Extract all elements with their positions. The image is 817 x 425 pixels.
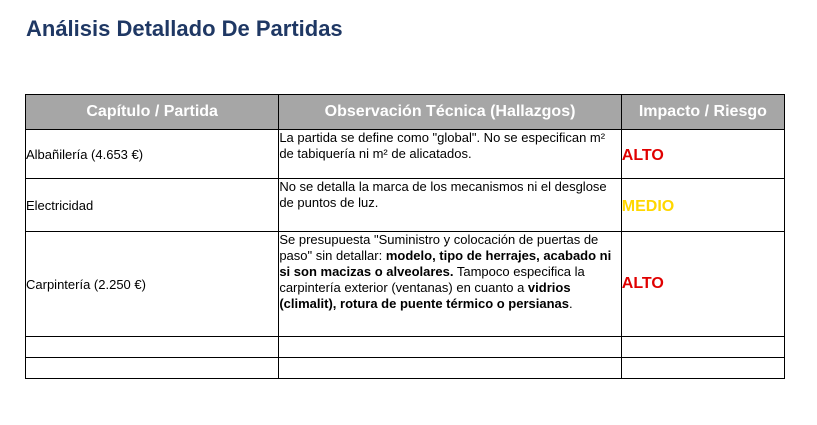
empty-cell <box>26 337 279 358</box>
table-row <box>26 130 785 179</box>
table-row-empty <box>26 337 785 358</box>
capitulo-cell: Albañilería (4.653 €) <box>26 130 279 179</box>
table-row <box>26 232 785 337</box>
page-title: Análisis Detallado De Partidas <box>26 16 343 41</box>
observacion-cell <box>279 179 621 232</box>
empty-cell <box>279 337 621 358</box>
table-header-row <box>26 95 785 130</box>
empty-cell <box>279 358 621 379</box>
empty-cell <box>621 337 784 358</box>
table-row <box>26 179 785 232</box>
impacto-cell <box>621 130 784 179</box>
table-row-empty <box>26 358 785 379</box>
observacion-bold-text: modelo, tipo de herrajes, acabado ni si son macizas o alveolares. <box>279 248 612 279</box>
impacto-cell <box>621 179 784 232</box>
impact-label: MEDIO <box>621 198 675 215</box>
capitulo-cell: Carpintería (2.250 €) <box>26 232 279 337</box>
observacion-text: . <box>569 296 573 311</box>
observacion-text: Tampoco especifica la carpintería exterior (ventanas) en cuanto a <box>279 264 585 295</box>
impacto-cell <box>621 232 784 337</box>
capitulo-cell: Electricidad <box>26 179 279 232</box>
observacion-bold-text: vidrios (climalit), rotura de puente térmico o persianas <box>279 280 571 311</box>
impact-label: ALTO <box>621 275 664 292</box>
empty-cell <box>26 358 279 379</box>
analysis-table <box>25 94 785 379</box>
empty-cell <box>621 358 784 379</box>
observacion-text: Se presupuesta "Suministro y colocación de puertas de paso" sin detallar: <box>279 232 599 263</box>
impact-label: ALTO <box>621 147 664 164</box>
observacion-cell <box>279 130 621 179</box>
header-observacion: Observación Técnica (Hallazgos) <box>279 95 621 130</box>
observacion-text: La partida se define como "global". No se especifican m² de tabiquería ni m² de alicatados. <box>279 130 606 161</box>
header-capitulo: Capítulo / Partida <box>26 95 279 130</box>
observacion-cell <box>279 232 621 337</box>
header-impacto: Impacto / Riesgo <box>621 95 784 130</box>
observacion-text: No se detalla la marca de los mecanismos ni el desglose de puntos de luz. <box>279 179 607 210</box>
